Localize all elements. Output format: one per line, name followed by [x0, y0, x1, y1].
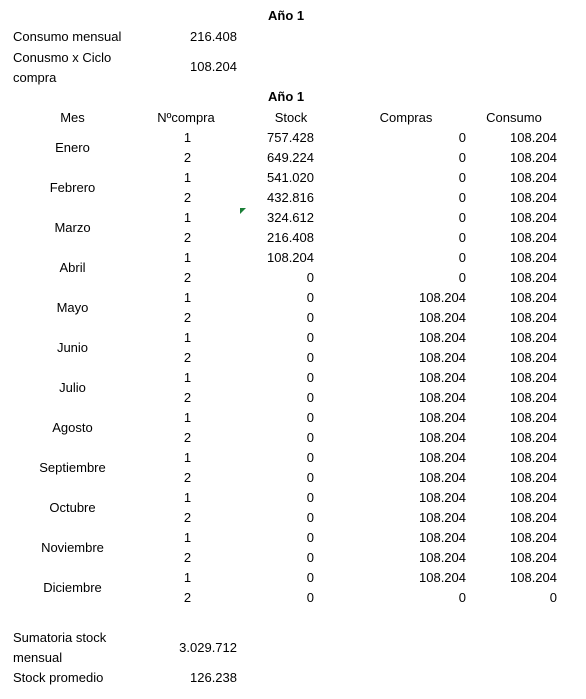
compras-cell[interactable]: 108.204 — [419, 470, 466, 485]
ncompra-cell[interactable]: 1 — [183, 450, 192, 465]
stock-cell[interactable]: 0 — [306, 350, 314, 365]
stock-cell[interactable]: 541.020 — [267, 170, 314, 185]
stock-cell[interactable]: 0 — [306, 550, 314, 565]
ncompra-cell[interactable]: 1 — [183, 130, 192, 145]
compras-cell[interactable]: 108.204 — [419, 550, 466, 565]
compras-cell[interactable]: 108.204 — [419, 430, 466, 445]
consumo-cell[interactable]: 108.204 — [510, 170, 557, 185]
stock-cell[interactable]: 324.612 — [267, 210, 314, 225]
header-stock: Stock — [274, 110, 308, 125]
stock-cell[interactable]: 432.816 — [267, 190, 314, 205]
stock-cell[interactable]: 0 — [306, 290, 314, 305]
month-label: Febrero — [49, 180, 96, 195]
comment-marker-icon[interactable] — [240, 208, 246, 214]
ncompra-cell[interactable]: 1 — [183, 170, 192, 185]
consumo-cell[interactable]: 108.204 — [510, 430, 557, 445]
month-label: Junio — [56, 340, 89, 355]
compras-cell[interactable]: 108.204 — [419, 510, 466, 525]
consumo-cell[interactable]: 108.204 — [510, 270, 557, 285]
compras-cell[interactable]: 108.204 — [419, 490, 466, 505]
consumo-cell[interactable]: 108.204 — [510, 550, 557, 565]
ncompra-cell[interactable]: 2 — [183, 350, 192, 365]
consumo-cell[interactable]: 108.204 — [510, 210, 557, 225]
promedio-value[interactable]: 126.238 — [190, 670, 237, 685]
stock-cell[interactable]: 108.204 — [267, 250, 314, 265]
stock-cell[interactable]: 0 — [306, 470, 314, 485]
consumo-ciclo-label: Conusmo x Ciclo compra — [13, 50, 112, 85]
compras-cell[interactable]: 108.204 — [419, 390, 466, 405]
header-consumo: Consumo — [486, 110, 542, 125]
sumatoria-value[interactable]: 3.029.712 — [179, 640, 237, 655]
ncompra-cell[interactable]: 2 — [183, 270, 192, 285]
consumo-cell[interactable]: 108.204 — [510, 490, 557, 505]
stock-cell[interactable]: 0 — [306, 390, 314, 405]
compras-cell[interactable]: 0 — [458, 250, 466, 265]
consumo-ciclo-value[interactable]: 108.204 — [190, 59, 237, 74]
consumo-cell[interactable]: 108.204 — [510, 390, 557, 405]
month-label: Julio — [59, 380, 86, 395]
ncompra-cell[interactable]: 1 — [183, 410, 192, 425]
consumo-cell[interactable]: 108.204 — [510, 130, 557, 145]
ncompra-cell[interactable]: 2 — [183, 190, 192, 205]
month-label: Octubre — [49, 500, 96, 515]
month-label: Noviembre — [41, 540, 104, 555]
ncompra-cell[interactable]: 1 — [183, 330, 192, 345]
stock-cell[interactable]: 0 — [306, 570, 314, 585]
month-label: Agosto — [52, 420, 93, 435]
sumatoria-label: Sumatoria stock mensual — [13, 630, 107, 665]
ncompra-cell[interactable]: 2 — [183, 150, 192, 165]
stock-cell[interactable]: 0 — [306, 330, 314, 345]
compras-cell[interactable]: 108.204 — [419, 570, 466, 585]
month-label: Mayo — [56, 300, 89, 315]
ncompra-cell[interactable]: 2 — [183, 470, 192, 485]
ncompra-cell[interactable]: 1 — [183, 290, 192, 305]
month-label: Enero — [55, 140, 90, 155]
ncompra-cell[interactable]: 2 — [183, 310, 192, 325]
compras-cell[interactable]: 108.204 — [419, 530, 466, 545]
compras-cell[interactable]: 0 — [458, 210, 466, 225]
ncompra-cell[interactable]: 2 — [183, 510, 192, 525]
ncompra-cell[interactable]: 1 — [183, 370, 192, 385]
consumo-cell[interactable]: 108.204 — [510, 510, 557, 525]
compras-cell[interactable]: 108.204 — [419, 350, 466, 365]
compras-cell[interactable]: 108.204 — [419, 450, 466, 465]
stock-cell[interactable]: 216.408 — [267, 230, 314, 245]
consumo-cell[interactable]: 108.204 — [510, 190, 557, 205]
ncompra-cell[interactable]: 2 — [183, 590, 192, 605]
stock-cell[interactable]: 0 — [306, 450, 314, 465]
header-ncompra: Nºcompra — [157, 110, 215, 125]
consumo-cell[interactable]: 108.204 — [510, 330, 557, 345]
ncompra-cell[interactable]: 1 — [183, 570, 192, 585]
compras-cell[interactable]: 108.204 — [419, 330, 466, 345]
consumo-cell[interactable]: 108.204 — [510, 290, 557, 305]
compras-cell[interactable]: 108.204 — [419, 370, 466, 385]
compras-cell[interactable]: 0 — [458, 130, 466, 145]
compras-cell[interactable]: 0 — [458, 590, 466, 605]
ncompra-cell[interactable]: 2 — [183, 550, 192, 565]
consumo-cell[interactable]: 108.204 — [510, 310, 557, 325]
consumo-cell[interactable]: 108.204 — [510, 230, 557, 245]
ncompra-cell[interactable]: 2 — [183, 390, 192, 405]
ncompra-cell[interactable]: 1 — [183, 530, 192, 545]
month-label: Marzo — [54, 220, 91, 235]
consumo-cell[interactable]: 108.204 — [510, 450, 557, 465]
consumo-cell[interactable]: 108.204 — [510, 350, 557, 365]
ncompra-cell[interactable]: 1 — [183, 210, 192, 225]
compras-cell[interactable]: 0 — [458, 230, 466, 245]
compras-cell[interactable]: 0 — [458, 150, 466, 165]
compras-cell[interactable]: 108.204 — [419, 290, 466, 305]
title-top: Año 1 — [268, 8, 305, 23]
ncompra-cell[interactable]: 2 — [183, 230, 192, 245]
month-label: Diciembre — [43, 580, 102, 595]
title-table: Año 1 — [268, 89, 305, 104]
consumo-mensual-value[interactable]: 216.408 — [190, 29, 237, 44]
stock-cell[interactable]: 0 — [306, 510, 314, 525]
stock-cell[interactable]: 0 — [306, 270, 314, 285]
stock-cell[interactable]: 757.428 — [267, 130, 314, 145]
stock-cell[interactable]: 0 — [306, 310, 314, 325]
compras-cell[interactable]: 0 — [458, 190, 466, 205]
stock-cell[interactable]: 0 — [306, 410, 314, 425]
compras-cell[interactable]: 108.204 — [419, 310, 466, 325]
stock-cell[interactable]: 0 — [306, 490, 314, 505]
stock-cell[interactable]: 0 — [306, 590, 314, 605]
consumo-cell[interactable]: 108.204 — [510, 370, 557, 385]
header-compras: Compras — [379, 110, 433, 125]
ncompra-cell[interactable]: 1 — [183, 250, 192, 265]
consumo-cell[interactable]: 108.204 — [510, 570, 557, 585]
consumo-cell[interactable]: 108.204 — [510, 250, 557, 265]
consumo-mensual-label: Consumo mensual — [13, 29, 122, 44]
consumo-cell[interactable]: 108.204 — [510, 410, 557, 425]
consumo-cell[interactable]: 108.204 — [510, 530, 557, 545]
stock-cell[interactable]: 0 — [306, 530, 314, 545]
consumo-cell[interactable]: 108.204 — [510, 470, 557, 485]
stock-cell[interactable]: 0 — [306, 370, 314, 385]
stock-cell[interactable]: 649.224 — [267, 150, 314, 165]
month-label: Septiembre — [39, 460, 106, 475]
ncompra-cell[interactable]: 2 — [183, 430, 192, 445]
consumo-cell[interactable]: 0 — [549, 590, 557, 605]
compras-cell[interactable]: 108.204 — [419, 410, 466, 425]
header-mes: Mes — [60, 110, 85, 125]
ncompra-cell[interactable]: 1 — [183, 490, 192, 505]
promedio-label: Stock promedio — [13, 670, 104, 685]
stock-cell[interactable]: 0 — [306, 430, 314, 445]
consumo-cell[interactable]: 108.204 — [510, 150, 557, 165]
compras-cell[interactable]: 0 — [458, 170, 466, 185]
compras-cell[interactable]: 0 — [458, 270, 466, 285]
month-label: Abril — [59, 260, 86, 275]
